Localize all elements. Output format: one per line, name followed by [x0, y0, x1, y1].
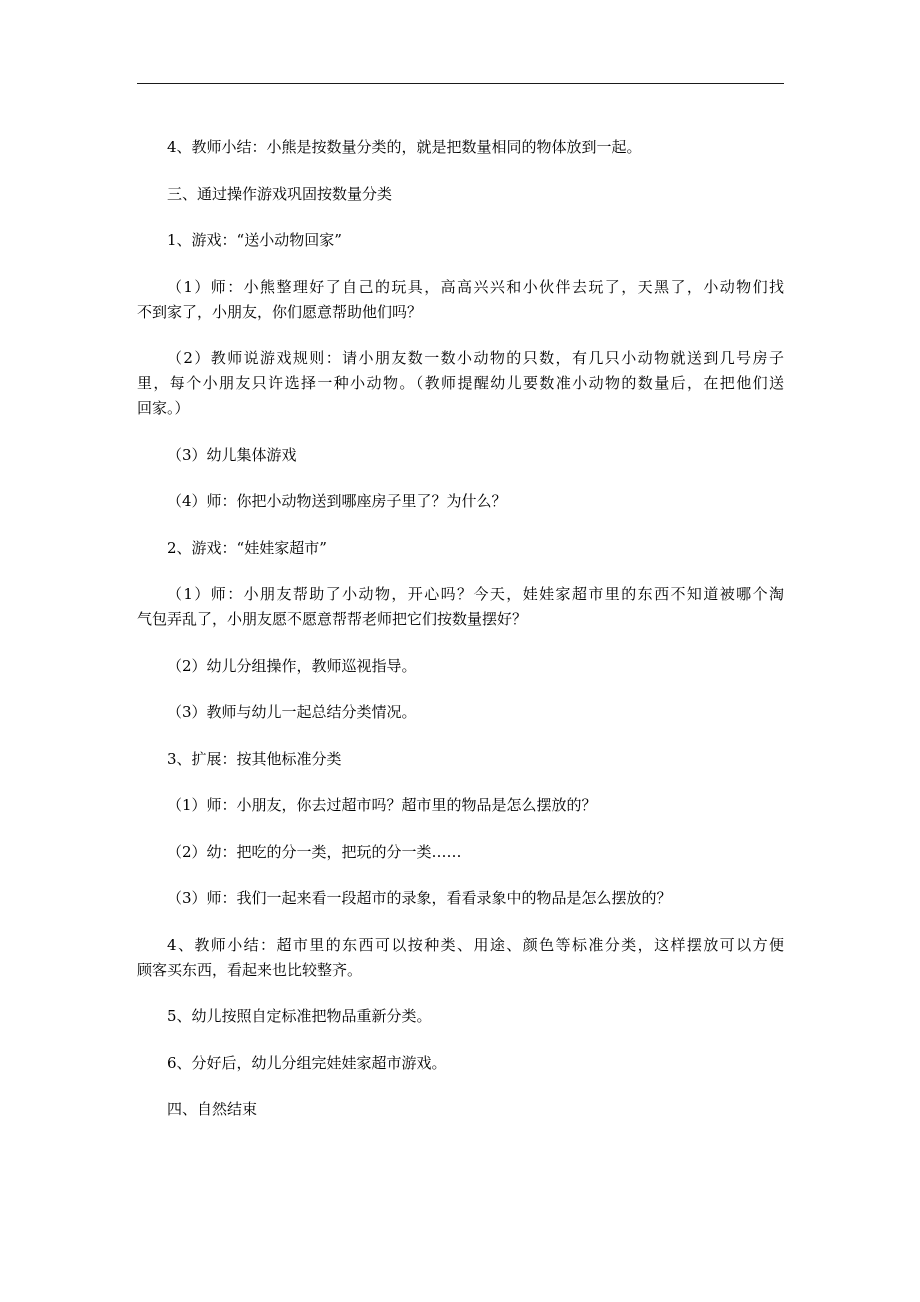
paragraph: [137, 933, 784, 983]
document-body: [137, 135, 784, 1144]
paragraph: [137, 489, 784, 514]
paragraph: [137, 840, 784, 865]
paragraph: [137, 582, 784, 632]
paragraph-line: （3）幼儿集体游戏: [167, 445, 297, 464]
paragraph-line: （3）师：我们一起来看一段超市的录象，看看录象中的物品是怎么摆放的？: [167, 889, 672, 907]
paragraph: [137, 346, 784, 421]
paragraph: [137, 443, 784, 468]
paragraph: [137, 275, 784, 325]
paragraph-line: （1）师：小朋友，你去过超市吗？超市里的物品是怎么摆放的？: [167, 796, 597, 814]
paragraph-line: （2）幼：把吃的分一类，把玩的分一类……: [167, 842, 462, 861]
paragraph-line: （1）师：小熊整理好了自己的玩具，高高兴兴和小伙伴去玩了，天黑了，小动物们找: [167, 277, 784, 296]
paragraph-line: （2）教师说游戏规则：请小朋友数一数小动物的只数，有几只小动物就送到几号房子: [167, 349, 784, 367]
paragraph-line: 2、游戏：“娃娃家超市”: [167, 538, 327, 557]
paragraph-line: （2）幼儿分组操作，教师巡视指导。: [167, 656, 417, 675]
paragraph: [137, 135, 784, 160]
paragraph: [137, 1004, 784, 1029]
paragraph: [137, 228, 784, 253]
paragraph-line: 4、教师小结：小熊是按数量分类的，就是把数量相同的物体放到一起。: [167, 138, 642, 156]
paragraph: [137, 1097, 784, 1122]
paragraph-line: 6、分好后，幼儿分组完娃娃家超市游戏。: [167, 1053, 447, 1072]
paragraph: [137, 700, 784, 725]
paragraph-line: （1）师：小朋友帮助了小动物，开心吗？今天，娃娃家超市里的东西不知道被哪个淘: [167, 585, 784, 603]
paragraph-line: （3）教师与幼儿一起总结分类情况。: [167, 703, 417, 721]
paragraph: [137, 886, 784, 911]
paragraph-line: 4、教师小结：超市里的东西可以按种类、用途、颜色等标准分类，这样摆放可以方便: [167, 935, 784, 954]
paragraph: [137, 654, 784, 679]
paragraph-line: 1、游戏：“送小动物回家”: [167, 231, 342, 249]
paragraph-line: 三、通过操作游戏巩固按数量分类: [167, 184, 393, 203]
paragraph-line: 3、扩展：按其他标准分类: [167, 749, 342, 768]
paragraph-line: （4）师：你把小动物送到哪座房子里了？为什么？: [167, 492, 507, 510]
paragraph: [137, 1051, 784, 1076]
paragraph-line: 四、自然结束: [167, 1100, 258, 1118]
paragraph-line: 里，每个小朋友只许选择一种小动物。（教师提醒幼儿要数准小动物的数量后，在把他们送: [137, 374, 784, 392]
paragraph: [137, 793, 784, 818]
header-rule: [137, 83, 784, 84]
paragraph-line: 回家。）: [137, 399, 190, 417]
paragraph-line: 顾客买东西，看起来也比较整齐。: [137, 960, 363, 979]
paragraph: [137, 536, 784, 561]
paragraph-line: 气包弄乱了，小朋友愿不愿意帮帮老师把它们按数量摆好？: [137, 610, 528, 628]
paragraph-line: 5、幼儿按照自定标准把物品重新分类。: [167, 1007, 432, 1025]
paragraph-line: 不到家了，小朋友，你们愿意帮助他们吗？: [137, 302, 423, 321]
paragraph: [137, 182, 784, 207]
paragraph: [137, 747, 784, 772]
